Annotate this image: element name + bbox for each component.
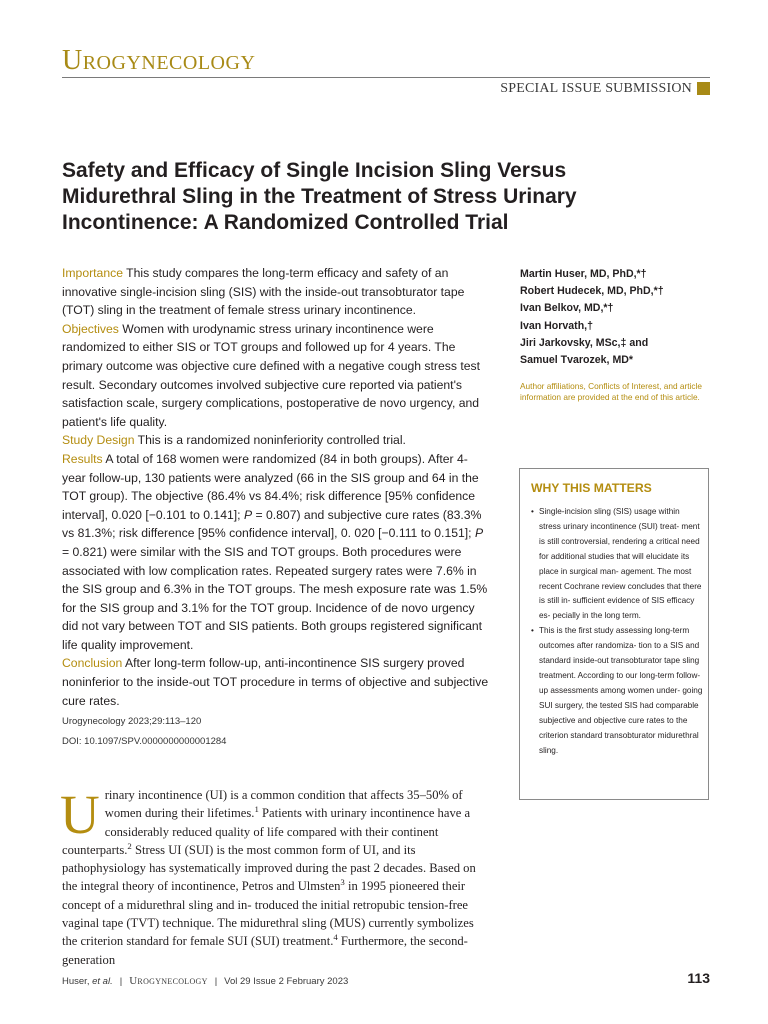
header-divider: [62, 77, 710, 78]
results-text-3: = 0.821) were similar with the SIS and TOT groups. Both procedures were associated with low complication rates. Repeated surgery rates were 7.6% in the SIS group and 6.3% in the TOT groups. The mesh exposure rate was 1.5% for the SIS group and 3.1% for the TOT group. Incidence of de novo urgency did not vary between TOT and SIS patients. Both groups registered significant life quality improvement.: [62, 544, 488, 652]
why-this-matters-heading: WHY THIS MATTERS: [531, 481, 652, 495]
author-name: Martin Huser, MD, PhD,*†: [520, 268, 647, 280]
reference-link[interactable]: 2: [127, 840, 132, 851]
journal-title: Urogynecology: [62, 45, 256, 76]
footer-et-al: et al.: [92, 976, 113, 987]
article-title: Safety and Efficacy of Single Incision Sling Versus Midurethral Sling in the Treatment of Stress Urinary Incontinence: A Randomized Controlled Trial: [62, 159, 577, 234]
section-heading-study-design: Study Design: [62, 433, 135, 448]
introduction-paragraph: [62, 786, 489, 969]
p-value-symbol: P: [243, 507, 253, 522]
objectives-text: Women with urodynamic stress urinary incontinence were randomized to either SIS or TOT groups and followed up for 4 years. The primary outcome was objective cure defined with a negative cough stress test result. Secondary outcomes involved subjective cure reported via patient's satisfaction scale, surgery complications, postoperative de novo urgency, and patient's life quality.: [62, 321, 480, 429]
author-name: Jiri Jarkovsky, MSc,‡ and: [520, 336, 649, 349]
p-value-symbol: P: [474, 526, 484, 541]
list-item: [531, 624, 703, 758]
author-name: Ivan Horvath,†: [520, 319, 594, 332]
reference-link[interactable]: 1: [254, 804, 259, 815]
results-text-1: A total of 168 women were randomized (84 in both groups). After 4-year follow-up, 130 patients were analyzed (66 in the SIS group and 64 in the TOT group). The objective (86.4% vs 84.4%; risk difference [95% confidence interval], 0.020 [−0.101 to 0.141];: [62, 451, 479, 522]
author-list: [520, 266, 730, 369]
doi-link[interactable]: DOI: 10.1097/SPV.0000000000001284: [62, 736, 227, 747]
abstract-conclusion: [62, 654, 489, 710]
list-item: [531, 505, 703, 624]
abstract: [62, 264, 489, 710]
page-number: 113: [687, 970, 710, 986]
page-footer: [62, 975, 348, 987]
abstract-study-design: [62, 431, 489, 450]
section-heading-conclusion: Conclusion: [62, 656, 123, 671]
body-text: Stress UI (SUI) is the most common form of UI, and its pathophysiology has systematically improved during the past 2 decades. Based on the integral theory of incontinence, Petros and Ulmsten: [62, 842, 476, 894]
footer-separator: |: [119, 976, 123, 987]
body-text: rinary incontinence (UI) is a common condition that affects 35–50% of women during their lifetimes.: [104, 788, 463, 821]
why-this-matters-box: [519, 468, 709, 800]
author-name: Ivan Belkov, MD,*†: [520, 302, 614, 315]
results-text-2: = 0.807) and subjective cure rates (83.3% vs 81.3%; risk difference [95% confidence interval], 0. 020 [−0.111 to 0.151];: [62, 507, 482, 541]
conclusion-text: After long-term follow-up, anti-incontinence SIS surgery proved noninferior to the inside-out TOT procedure in terms of objective and subjective cure rates.: [62, 656, 489, 708]
footer-journal: Urogynecology: [129, 975, 208, 987]
abstract-results: [62, 450, 489, 655]
list-item-text: Single-incision sling (SIS) usage within stress urinary incontinence (SUI) treat- ment is still controversial, rendering a critical need for additional studies that will elucidate its place in surgical man- agement. The most recent Cochrane review concludes that there is still in- sufficient evidence of SIS efficacy es- pecially in the long term.: [539, 507, 702, 621]
bullet-icon: •: [531, 507, 534, 516]
section-heading-objectives: Objectives: [62, 321, 119, 336]
importance-text: This study compares the long-term efficacy and safety of an innovative single-incision sling (SIS) with the inside-out transobturator tape (TOT) sling in the treatment of female stress urinary incontinence.: [62, 266, 465, 318]
body-text: in 1995 pioneered their concept of a midurethral sling and in- troduced the initial retropubic tension-free vaginal tape (TVT) technique. The midurethral sling (MUS) currently symbolizes the criterion standard for female SUI (SUI) treatment.: [62, 879, 474, 949]
author-name: Samuel Tvarozek, MD*: [520, 354, 634, 367]
study-design-text: This is a randomized noninferiority controlled trial.: [134, 433, 406, 448]
list-item-text: This is the first study assessing long-term outcomes after randomiza- tion to a SIS and standard inside-out transobturator tape sling treatment. According to our long-term follow-up assessments among women under- going SUI surgery, the tested SIS had comparable subjective and objective cure rates to the criterion standard transobturator midurethral sling.: [539, 626, 703, 755]
section-heading-results: Results: [62, 451, 103, 466]
drop-cap: U: [60, 784, 100, 845]
affiliation-note: Author affiliations, Conflicts of Interest, and article information are provided at the end of this article.: [520, 381, 703, 403]
body-text: Patients with urinary incontinence have a considerably reduced quality of life compared with their continent counterparts.: [62, 806, 471, 857]
footer-issue: Vol 29 Issue 2 February 2023: [224, 976, 349, 987]
why-this-matters-list: [531, 505, 703, 758]
footer-authors: Huser,: [62, 976, 93, 987]
bullet-icon: •: [531, 626, 534, 636]
body-text: Furthermore, the second-generation: [62, 934, 468, 967]
abstract-objectives: [62, 320, 489, 432]
issue-type-label: SPECIAL ISSUE SUBMISSION: [500, 81, 692, 96]
journal-citation: Urogynecology 2023;29:113–120: [62, 716, 202, 727]
issue-type-square-icon: [697, 82, 710, 95]
footer-separator: |: [214, 976, 218, 987]
section-heading-importance: Importance: [62, 266, 123, 280]
reference-link[interactable]: 4: [333, 932, 338, 943]
abstract-importance: [62, 264, 489, 320]
reference-link[interactable]: 3: [340, 877, 345, 888]
author-name: Robert Hudecek, MD, PhD,*†: [520, 285, 664, 298]
